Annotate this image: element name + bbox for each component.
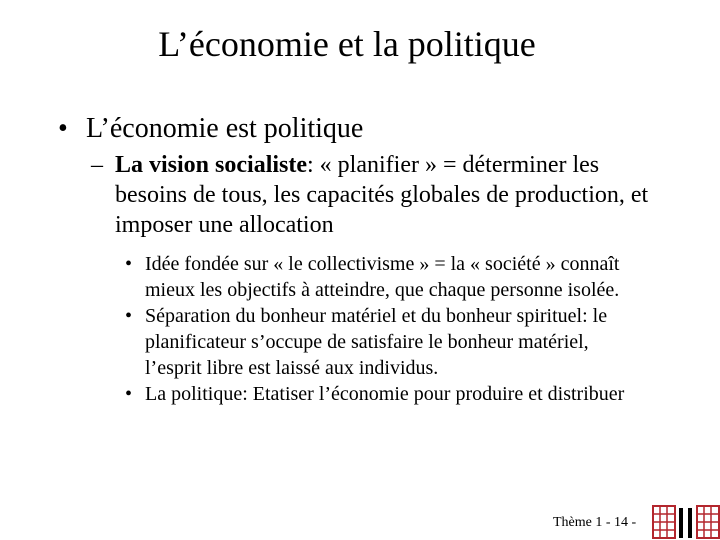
university-building-logo-icon bbox=[652, 504, 720, 540]
bullet-level3-text: Séparation du bonheur matériel et du bonheur spirituel: le planificateur s’occupe de satisfaire le bonheur matériel, l’esprit libre est laissé aux individus. bbox=[145, 305, 608, 379]
logo-pillar bbox=[679, 508, 683, 538]
bullet-level1 bbox=[58, 112, 698, 146]
bullet-level2 bbox=[91, 150, 651, 240]
bullet-level3-text: La politique: Etatiser l’économie pour produire et distribuer bbox=[145, 383, 625, 405]
bullet-level3-item bbox=[125, 381, 635, 407]
bullet-icon: • bbox=[125, 383, 133, 405]
bullet-icon: • bbox=[58, 113, 68, 144]
bullet-level3-item bbox=[125, 251, 635, 303]
bullet-icon: • bbox=[125, 253, 133, 275]
bullet-level3-item bbox=[125, 303, 635, 381]
bullet-level1-text: L’économie est politique bbox=[86, 113, 364, 144]
slide-footer: Thème 1 - 14 - bbox=[553, 515, 637, 530]
bullet-level2-text: : « planifier » = déterminer les besoins de tous, les capacités globales de production, et imposer une allocation bbox=[115, 152, 649, 238]
logo-pillar bbox=[688, 508, 692, 538]
dash-icon: – bbox=[91, 152, 103, 178]
bullet-icon: • bbox=[125, 305, 133, 327]
bullet-level2-content bbox=[115, 150, 651, 240]
slide-title: L’économie et la politique bbox=[158, 24, 536, 64]
bullet-level3-list bbox=[125, 251, 635, 407]
bullet-level3-text: Idée fondée sur « le collectivisme » = la « société » connaît mieux les objectifs à atteindre, que chaque personne isolée. bbox=[145, 253, 620, 301]
bullet-level2-bold-text: La vision socialiste bbox=[115, 152, 308, 178]
